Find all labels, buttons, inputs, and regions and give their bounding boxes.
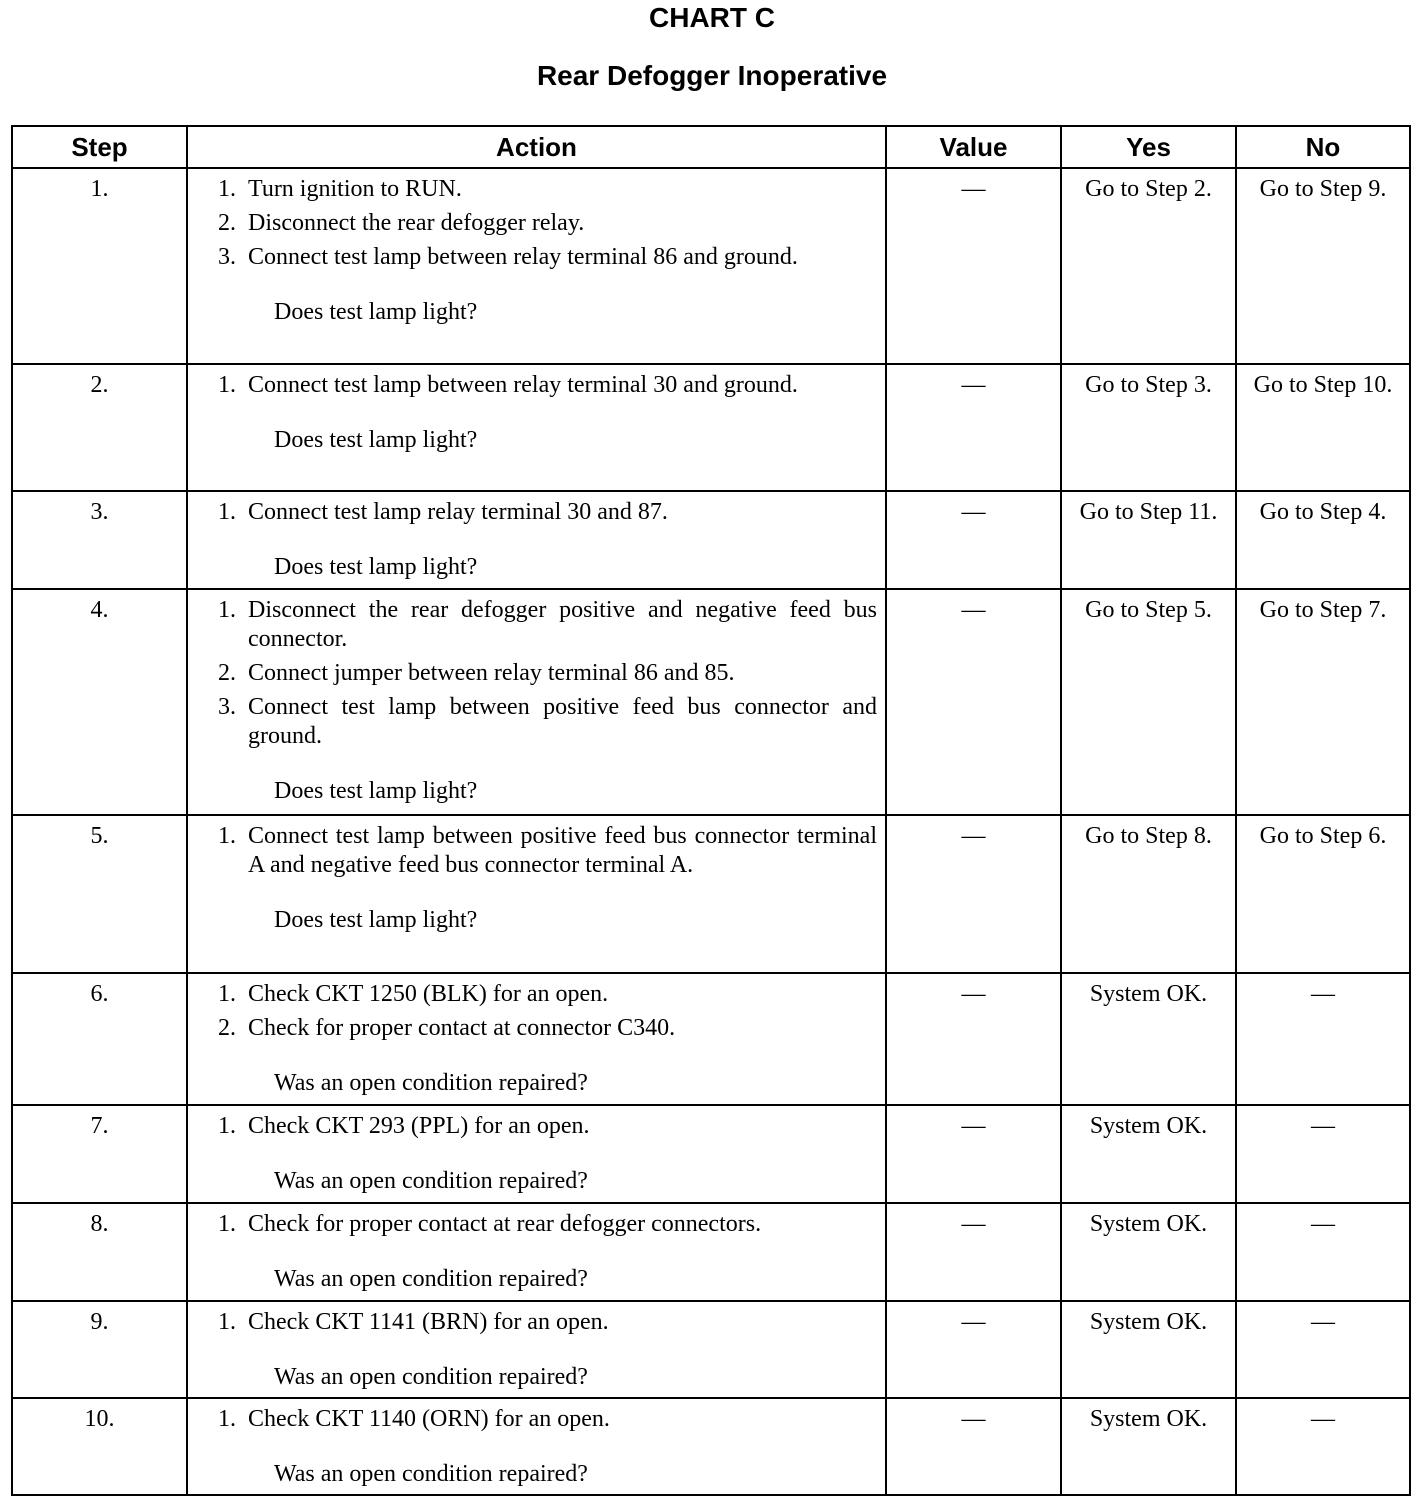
action-question: Does test lamp light? xyxy=(274,907,478,934)
action-item-number: 3. xyxy=(218,694,236,721)
step-number: 8. xyxy=(12,1203,187,1301)
action-cell xyxy=(187,973,886,1105)
chart-title: CHART C xyxy=(649,2,775,33)
action-cell xyxy=(187,815,886,972)
header-value: Value xyxy=(886,126,1061,168)
action-list xyxy=(218,1308,877,1337)
no-cell: Go to Step 6. xyxy=(1236,815,1410,972)
table-row xyxy=(12,1203,1410,1301)
table-row xyxy=(12,168,1410,364)
table-body xyxy=(12,168,1410,1495)
action-list xyxy=(218,596,877,751)
action-item-text: Disconnect the rear defogger relay. xyxy=(248,210,585,236)
action-item-text: Check CKT 1140 (ORN) for an open. xyxy=(248,1405,610,1432)
action-cell xyxy=(187,589,886,815)
action-cell xyxy=(187,1398,886,1495)
step-number: 7. xyxy=(12,1105,187,1203)
action-question: Does test lamp light? xyxy=(274,299,478,325)
action-question: Does test lamp light? xyxy=(274,554,478,581)
action-item xyxy=(218,175,877,204)
action-item xyxy=(218,659,877,688)
action-item-number: 2. xyxy=(218,660,236,687)
table-row xyxy=(12,1301,1410,1398)
action-item-number: 1. xyxy=(218,980,236,1007)
chart-subtitle: Rear Defogger Inoperative xyxy=(536,60,888,91)
table-row xyxy=(12,364,1410,491)
action-cell xyxy=(187,491,886,589)
action-question: Was an open condition repaired? xyxy=(274,1069,588,1096)
action-item-number: 1. xyxy=(218,499,236,526)
value-cell: — xyxy=(886,491,1061,589)
action-item-number: 1. xyxy=(218,1405,236,1432)
action-list xyxy=(218,175,877,272)
action-item xyxy=(218,1308,877,1337)
action-item-text: Connect test lamp between positive feed bus connector and ground. xyxy=(248,694,877,750)
action-cell xyxy=(187,1301,886,1398)
diagnostic-table xyxy=(11,125,1411,1496)
table-row xyxy=(12,1105,1410,1203)
action-item-number: 1. xyxy=(218,1308,236,1335)
no-cell: Go to Step 10. xyxy=(1236,364,1410,491)
action-item-number: 1. xyxy=(218,1112,236,1139)
header-step: Step xyxy=(12,126,187,168)
action-item xyxy=(218,243,877,272)
action-item-text: Disconnect the rear defogger positive and negative feed bus connector. xyxy=(248,597,877,653)
no-cell: Go to Step 4. xyxy=(1236,491,1410,589)
action-item-text: Connect jumper between relay terminal 86 and 85. xyxy=(248,660,735,687)
table-row xyxy=(12,815,1410,972)
action-item xyxy=(218,1405,877,1434)
action-item-text: Turn ignition to RUN. xyxy=(248,176,462,202)
step-number: 4. xyxy=(12,589,187,815)
header-no: No xyxy=(1236,126,1410,168)
action-item xyxy=(218,1210,877,1239)
table-row xyxy=(12,973,1410,1105)
value-cell: — xyxy=(886,973,1061,1105)
step-number: 9. xyxy=(12,1301,187,1398)
action-item xyxy=(218,371,877,400)
table-row xyxy=(12,1398,1410,1495)
no-cell: — xyxy=(1236,1105,1410,1203)
action-item-number: 1. xyxy=(218,1210,236,1237)
value-cell: — xyxy=(886,1398,1061,1495)
action-item xyxy=(218,980,877,1009)
action-cell xyxy=(187,1203,886,1301)
action-item-number: 2. xyxy=(218,210,236,236)
step-number: 6. xyxy=(12,973,187,1105)
action-item-text: Check for proper contact at connector C340. xyxy=(248,1014,676,1041)
value-cell: — xyxy=(886,1301,1061,1398)
action-list xyxy=(218,371,877,400)
action-item xyxy=(218,693,877,751)
yes-cell: Go to Step 8. xyxy=(1061,815,1236,972)
action-question: Was an open condition repaired? xyxy=(274,1265,588,1292)
no-cell: Go to Step 9. xyxy=(1236,168,1410,364)
yes-cell: Go to Step 11. xyxy=(1061,491,1236,589)
yes-cell: System OK. xyxy=(1061,1203,1236,1301)
no-cell: — xyxy=(1236,1301,1410,1398)
action-item-number: 1. xyxy=(218,372,236,399)
action-item-text: Connect test lamp relay terminal 30 and 87. xyxy=(248,499,668,526)
action-list xyxy=(218,498,877,527)
no-cell: — xyxy=(1236,973,1410,1105)
value-cell: — xyxy=(886,1203,1061,1301)
step-number: 2. xyxy=(12,364,187,491)
action-item xyxy=(218,596,877,654)
step-number: 3. xyxy=(12,491,187,589)
yes-cell: Go to Step 5. xyxy=(1061,589,1236,815)
yes-cell: System OK. xyxy=(1061,1398,1236,1495)
action-item-text: Check CKT 1141 (BRN) for an open. xyxy=(248,1308,609,1335)
no-cell: Go to Step 7. xyxy=(1236,589,1410,815)
table-row xyxy=(12,491,1410,589)
value-cell: — xyxy=(886,168,1061,364)
action-item xyxy=(218,498,877,527)
yes-cell: System OK. xyxy=(1061,973,1236,1105)
action-item-text: Connect test lamp between positive feed bus connector terminal A and negative feed bus connector terminal A. xyxy=(248,823,877,879)
no-cell: — xyxy=(1236,1398,1410,1495)
yes-cell: System OK. xyxy=(1061,1105,1236,1203)
action-item-text: Check CKT 293 (PPL) for an open. xyxy=(248,1112,590,1139)
no-cell: — xyxy=(1236,1203,1410,1301)
action-item-number: 3. xyxy=(218,244,236,270)
step-number: 1. xyxy=(12,168,187,364)
step-number: 5. xyxy=(12,815,187,972)
value-cell: — xyxy=(886,1105,1061,1203)
action-item-text: Check CKT 1250 (BLK) for an open. xyxy=(248,980,609,1007)
step-number: 10. xyxy=(12,1398,187,1495)
action-item xyxy=(218,822,877,880)
action-question: Was an open condition repaired? xyxy=(274,1460,588,1487)
action-cell xyxy=(187,364,886,491)
action-list xyxy=(218,1112,877,1141)
action-item-number: 1. xyxy=(218,176,236,202)
action-question: Was an open condition repaired? xyxy=(274,1167,588,1194)
yes-cell: System OK. xyxy=(1061,1301,1236,1398)
action-question: Does test lamp light? xyxy=(274,778,478,805)
action-cell xyxy=(187,168,886,364)
value-cell: — xyxy=(886,815,1061,972)
action-item xyxy=(218,209,877,238)
action-list xyxy=(218,822,877,880)
action-list xyxy=(218,1405,877,1434)
action-item-number: 1. xyxy=(218,597,236,624)
table-row xyxy=(12,589,1410,815)
action-item xyxy=(218,1112,877,1141)
value-cell: — xyxy=(886,589,1061,815)
action-list xyxy=(218,1210,877,1239)
action-item-text: Connect test lamp between relay terminal 86 and ground. xyxy=(248,244,798,270)
action-item-text: Connect test lamp between relay terminal 30 and ground. xyxy=(248,372,798,399)
yes-cell: Go to Step 3. xyxy=(1061,364,1236,491)
action-question: Was an open condition repaired? xyxy=(274,1363,588,1390)
action-item-number: 1. xyxy=(218,823,236,850)
yes-cell: Go to Step 2. xyxy=(1061,168,1236,364)
header-row xyxy=(12,126,1410,168)
action-question: Does test lamp light? xyxy=(274,427,478,454)
action-list xyxy=(218,980,877,1043)
value-cell: — xyxy=(886,364,1061,491)
action-item-text: Check for proper contact at rear defogger connectors. xyxy=(248,1210,762,1237)
action-cell xyxy=(187,1105,886,1203)
action-item xyxy=(218,1014,877,1043)
header-action: Action xyxy=(187,126,886,168)
header-yes: Yes xyxy=(1061,126,1236,168)
action-item-number: 2. xyxy=(218,1014,236,1041)
